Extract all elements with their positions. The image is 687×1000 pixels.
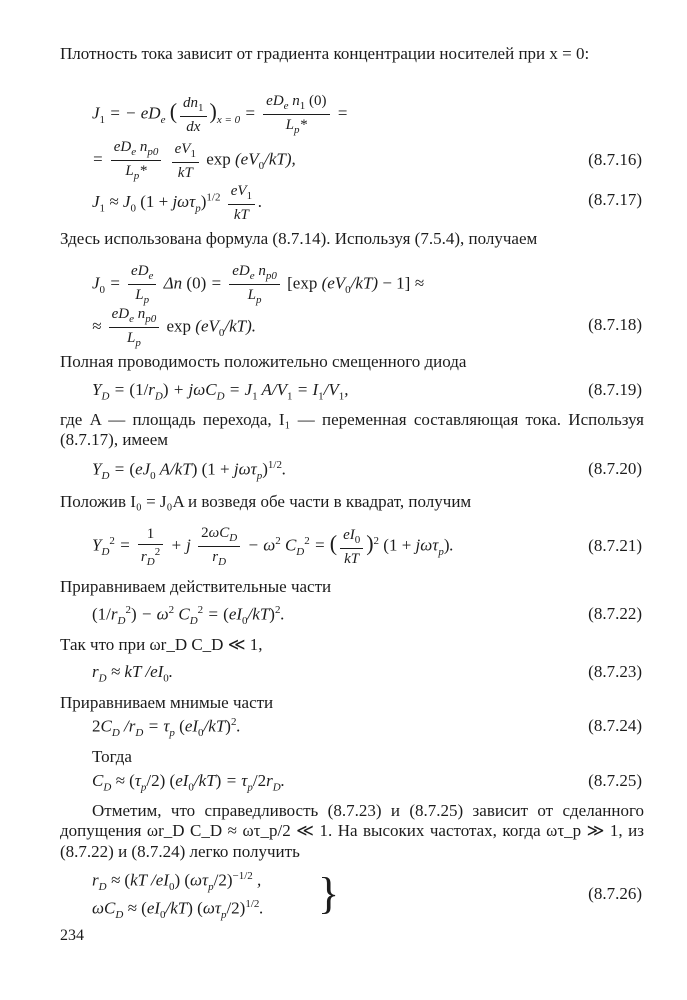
equation-number: (8.7.19) [588, 380, 642, 399]
paragraph-squaring [60, 492, 644, 512]
paragraph-so-that [60, 635, 644, 655]
equation-8-7-16-line2: = $\frac{eD_e n_{p0}}{L_p*}$ $\frac{eV_1}{kT}$ $\exp (eV_0/kT)$, [92, 139, 296, 183]
equation-8-7-17-row [0, 182, 687, 222]
equation-number: (8.7.22) [588, 604, 642, 623]
equation-8-7-26-line1: $r_D \approx (kT$ $/eI_0$) $(\omega\tau_p/2)^{-1/2}$ , [92, 870, 262, 894]
paragraph-text: Тогда [92, 747, 132, 766]
paragraph-junction-area [60, 410, 644, 451]
equation-number: (8.7.24) [588, 716, 642, 735]
paragraph-text: Приравниваем действительные части [60, 577, 332, 596]
paragraph-full-conductance [60, 352, 644, 372]
paragraph-imaginary-parts [60, 693, 644, 713]
paragraph-text: Полная проводимость положительно смещенного диода [60, 352, 467, 371]
paragraph-current-density [60, 44, 644, 64]
equation-8-7-21-row [0, 524, 687, 569]
paragraph-then [92, 747, 644, 767]
equation-number: (8.7.25) [588, 771, 642, 790]
equation-8-7-22: $(1/r_D^2) - \omega^2$ $C_D^2 = (eI_0/kT)^2$. [92, 604, 285, 628]
paragraph-text: где A — площадь перехода, I₁ — переменная составляющая тока. Используя (8.7.17), имеем [60, 410, 644, 450]
equation-8-7-23: $r_D$ ≈ kT $/eI_0$. [92, 662, 174, 685]
paragraph-validity-note [60, 801, 644, 862]
equation-number: (8.7.23) [588, 662, 642, 681]
paragraph-text: Приравниваем мнимые части [60, 693, 274, 712]
equation-8-7-18-row [0, 305, 687, 350]
equation-8-7-17: $J_1 \approx J_0$ $(1 + j\omega\tau_p)^{1/2}$ $\frac{eV_1}{kT}$ . [92, 183, 263, 224]
paragraph-text: Плотность тока зависит от градиента концентрации носителей при x = 0: [60, 44, 590, 63]
equation-8-7-26-line2: $\omega C_D \approx (eI_0/kT)$ $(\omega\tau_p/2)^{1/2}$. [92, 898, 264, 922]
paragraph-text: Так что при ωr_D C_D ≪ 1, [60, 635, 263, 654]
paragraph-formula-used [60, 229, 644, 249]
equation-8-7-21: $Y_D^2$ = $\frac{1}{r_D^2}$ + j $\frac{2\omega C_D}{r_D}$ − $\omega^2$ $C_D^2$ = ( $\frac{eI_0}{kT}$ )$^2$ (1 + jωτ$_p$). [92, 525, 454, 569]
equation-number: (8.7.21) [588, 536, 642, 555]
equation-8-7-25: $C_D \approx (\tau_p/2) (eI_0/kT) = \tau_p/2r_D$. [92, 771, 285, 794]
equation-8-7-16-line1: $J_1$ = − $eD_e$ ( $\frac{dn_1}{dx}$ )$_{x = 0}$ = $\frac{eD_e n_1 (0)}{L_p*}$ = [92, 93, 349, 137]
equation-number: (8.7.18) [588, 315, 642, 334]
paragraph-text: Положив I₀ = J₀A и возведя обе части в квадрат, получим [60, 492, 472, 511]
paragraph-text: Здесь использована формула (8.7.14). Используя (7.5.4), получаем [60, 229, 538, 248]
equation-number: (8.7.17) [588, 190, 642, 209]
right-brace: } [318, 869, 340, 918]
equation-number: (8.7.20) [588, 459, 642, 478]
paragraph-text: Отметим, что справедливость (8.7.23) и (8.7.25) зависит от сделанного допущения ωr_D C_D ≈ ωτ_p/2 ≪ 1. На высоких частотах, когда ωτ_p ≫ 1, из (8.7.22) и (8.7.24) легко получить [60, 801, 644, 861]
paragraph-real-parts [60, 577, 644, 597]
equation-8-7-24: $2C_D$ $/r_D = \tau_p$ $(eI_0/kT)^2$. [92, 716, 241, 740]
page-number: 234 [60, 927, 84, 944]
equation-8-7-20: $Y_D = (eJ_0$ A/kT) $(1 + j\omega\tau_p)^{1/2}$. [92, 459, 287, 483]
equation-8-7-26-row [0, 870, 687, 922]
equation-8-7-16-row [0, 138, 687, 183]
equation-8-7-18-line1: $J_0$ = $\frac{eD_e}{L_p}$ Δn (0) = $\frac{eD_e n_{p0}}{L_p}$ [exp $(eV_0/kT) - 1$] ≈ [92, 263, 424, 307]
equation-number: (8.7.26) [588, 884, 642, 903]
equation-number: (8.7.16) [588, 150, 642, 169]
equation-8-7-19: $Y_D = (1/r_D) + j\omega C_D = J_1$ $A/V_1 = I_1/V_1$, [92, 380, 349, 403]
equation-8-7-18-line2: ≈ $\frac{eD_e n_{p0}}{L_p}$ $\exp (eV_0/kT)$. [92, 306, 257, 350]
